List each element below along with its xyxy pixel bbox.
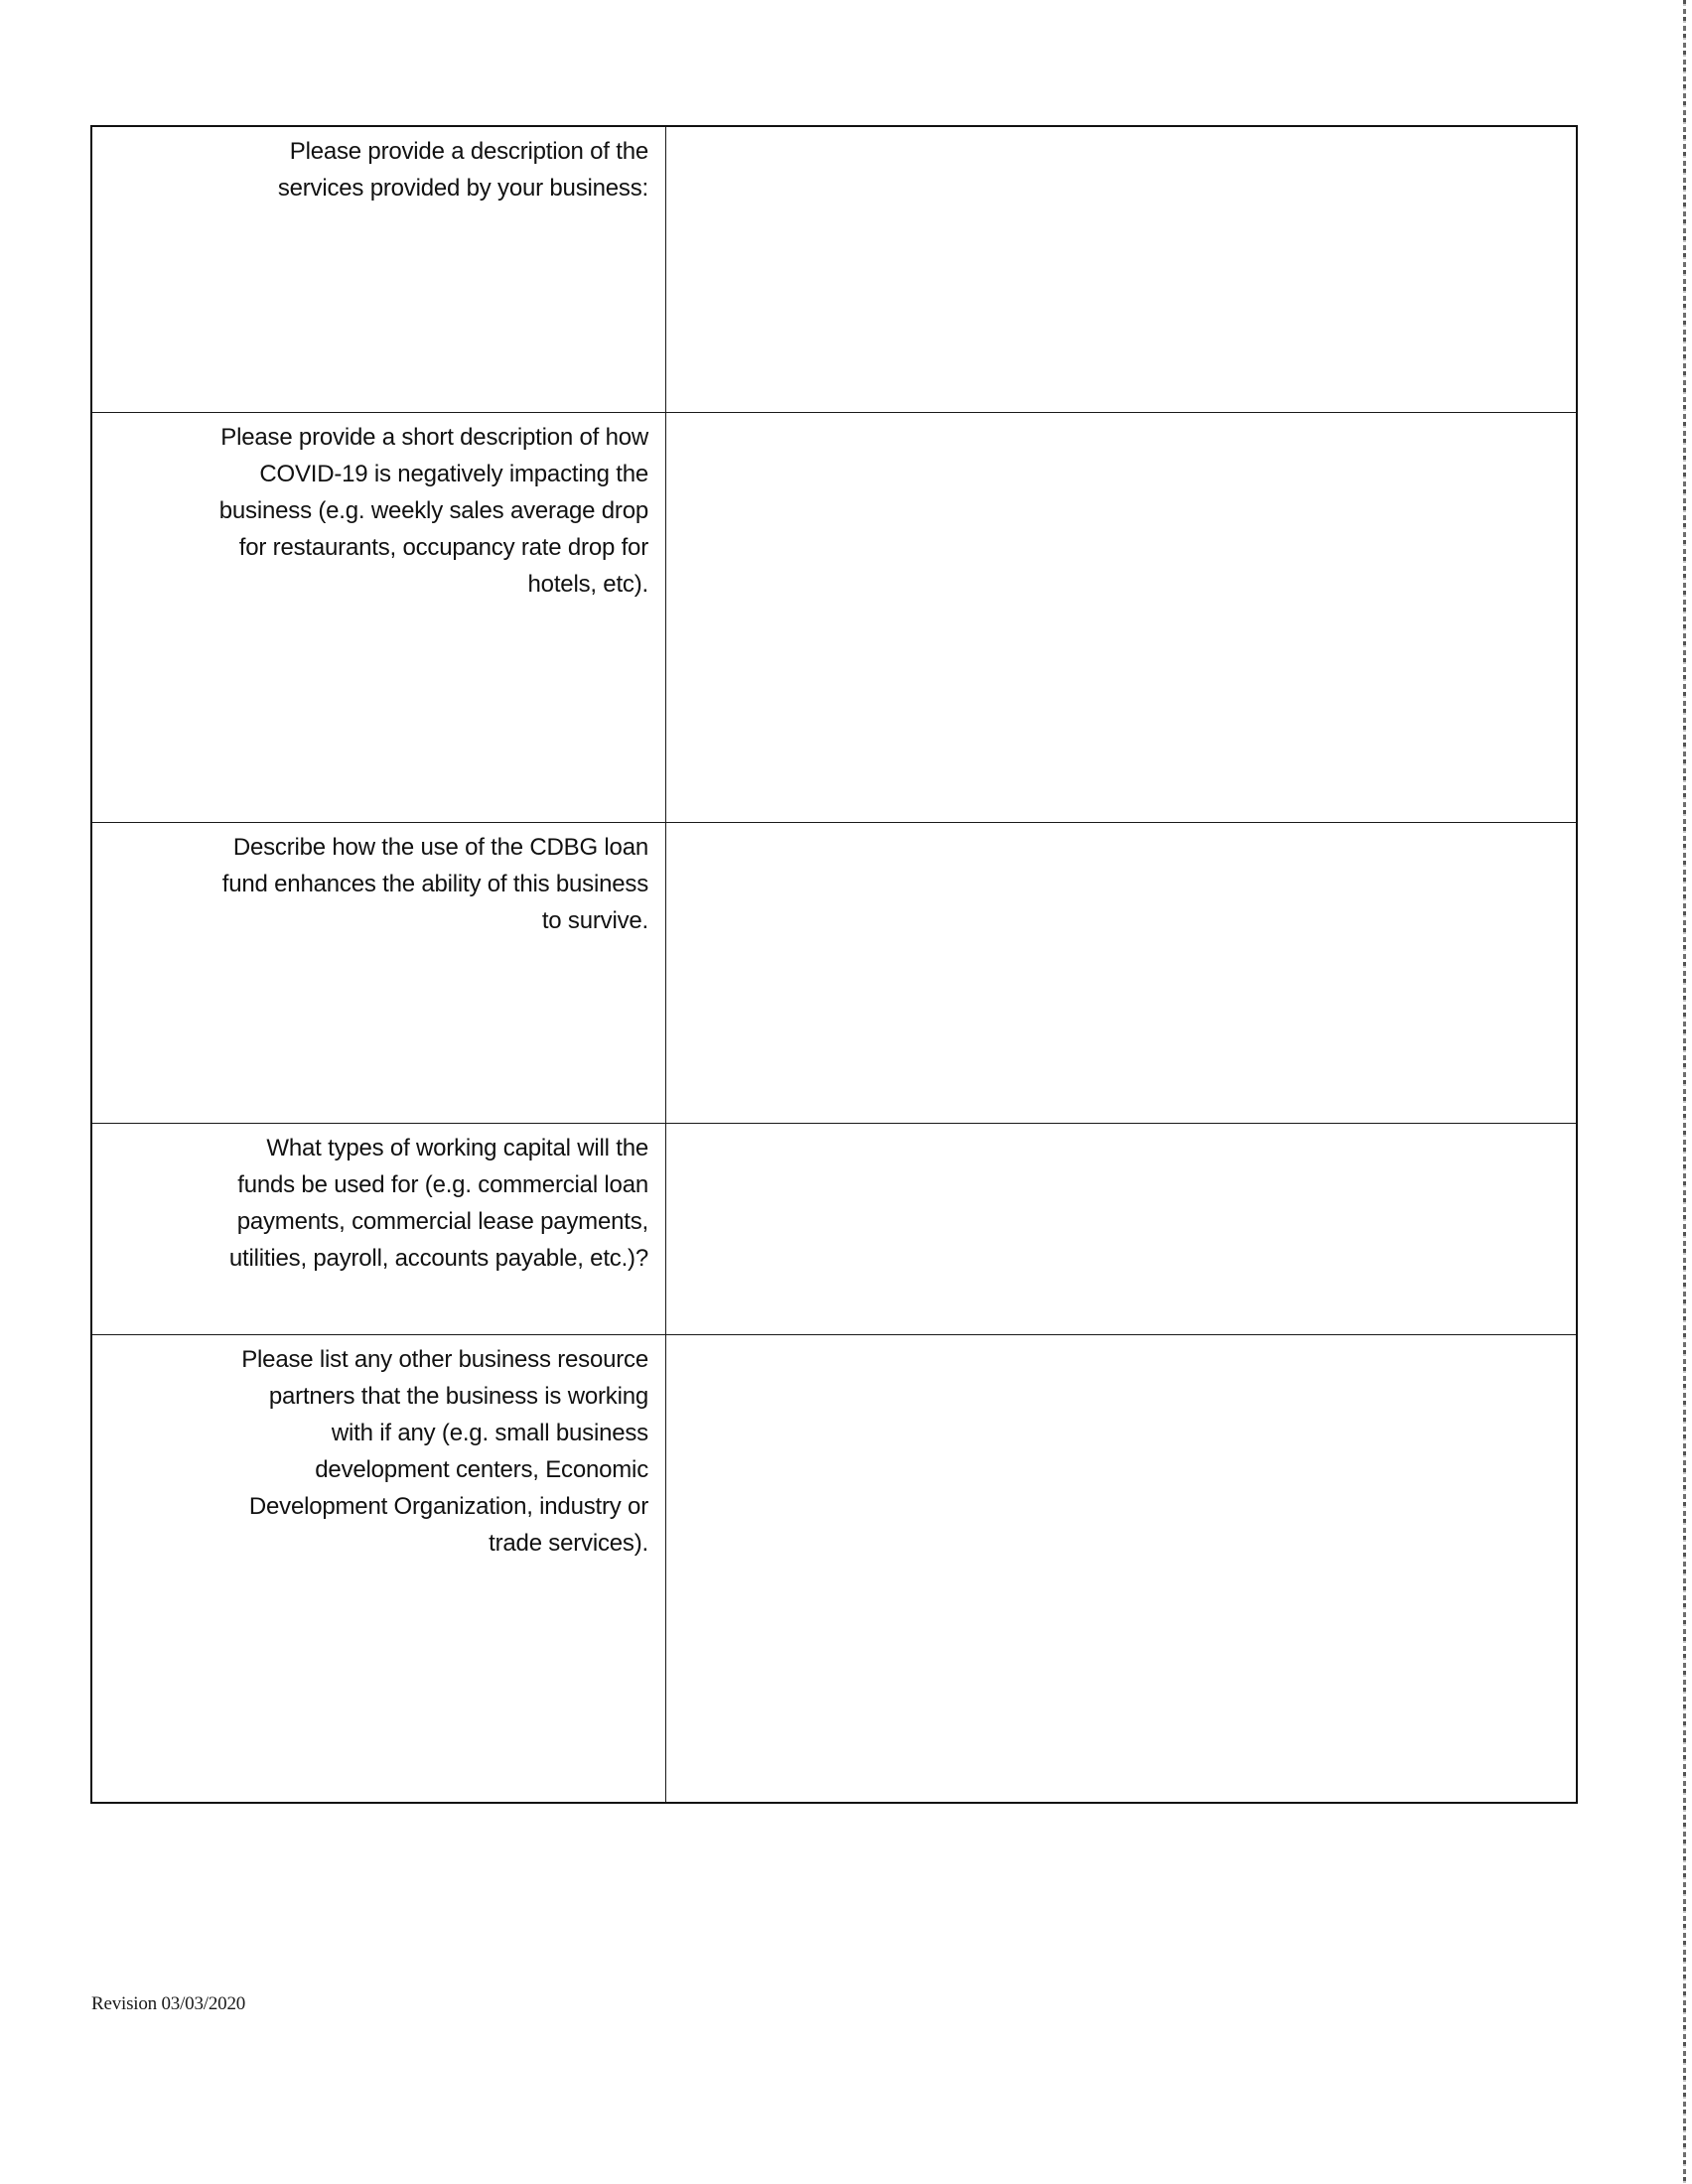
- label-line: What types of working capital will the: [266, 1134, 648, 1161]
- covid-impact-field[interactable]: [666, 413, 1576, 821]
- revision-date: Revision 03/03/2020: [91, 1993, 246, 2014]
- label-line: Describe how the use of the CDBG loan: [232, 833, 648, 861]
- answer-cell-working-capital[interactable]: [666, 1123, 1578, 1334]
- question-label-services-description: [91, 126, 666, 412]
- table-row: [91, 1123, 1577, 1334]
- services-description-field[interactable]: [666, 127, 1576, 411]
- table-row: [91, 1334, 1577, 1803]
- answer-cell-covid-impact[interactable]: [666, 412, 1578, 822]
- label-line: to survive.: [541, 906, 648, 934]
- table-row: [91, 822, 1577, 1123]
- label-line: development centers, Economic: [315, 1455, 648, 1483]
- label-line: business (e.g. weekly sales average drop: [218, 496, 648, 524]
- answer-cell-cdbg-loan-use[interactable]: [666, 822, 1578, 1123]
- label-line: services provided by your business:: [277, 175, 648, 202]
- cdbg-loan-use-field[interactable]: [666, 823, 1576, 1122]
- question-label-working-capital: [91, 1123, 666, 1334]
- label-line: fund enhances the ability of this business: [221, 870, 648, 897]
- label-line: Please provide a short description of how: [220, 423, 648, 451]
- label-line: partners that the business is working: [268, 1382, 648, 1410]
- label-line: Development Organization, industry or: [248, 1492, 648, 1520]
- scan-edge-divider: [1683, 0, 1686, 2184]
- label-line: COVID-19 is negatively impacting the: [259, 460, 648, 487]
- label-line: trade services).: [489, 1529, 648, 1557]
- label-line: funds be used for (e.g. commercial loan: [237, 1170, 648, 1198]
- resource-partners-field[interactable]: [666, 1335, 1576, 1802]
- business-questionnaire-table: [90, 125, 1578, 1804]
- label-line: utilities, payroll, accounts payable, etc.)?: [228, 1244, 648, 1272]
- label-line: Please provide a description of the: [289, 138, 648, 165]
- table-row: [91, 412, 1577, 822]
- label-line: with if any (e.g. small business: [331, 1419, 648, 1446]
- label-line: for restaurants, occupancy rate drop for: [238, 533, 648, 561]
- answer-cell-services-description[interactable]: [666, 126, 1578, 412]
- label-line: payments, commercial lease payments,: [236, 1207, 648, 1235]
- table-row: [91, 126, 1577, 412]
- answer-cell-resource-partners[interactable]: [666, 1334, 1578, 1803]
- question-label-covid-impact: [91, 412, 666, 822]
- working-capital-field[interactable]: [666, 1124, 1576, 1333]
- label-line: Please list any other business resource: [241, 1345, 648, 1373]
- label-line: hotels, etc).: [527, 570, 648, 598]
- question-label-cdbg-loan-use: [91, 822, 666, 1123]
- question-label-resource-partners: [91, 1334, 666, 1803]
